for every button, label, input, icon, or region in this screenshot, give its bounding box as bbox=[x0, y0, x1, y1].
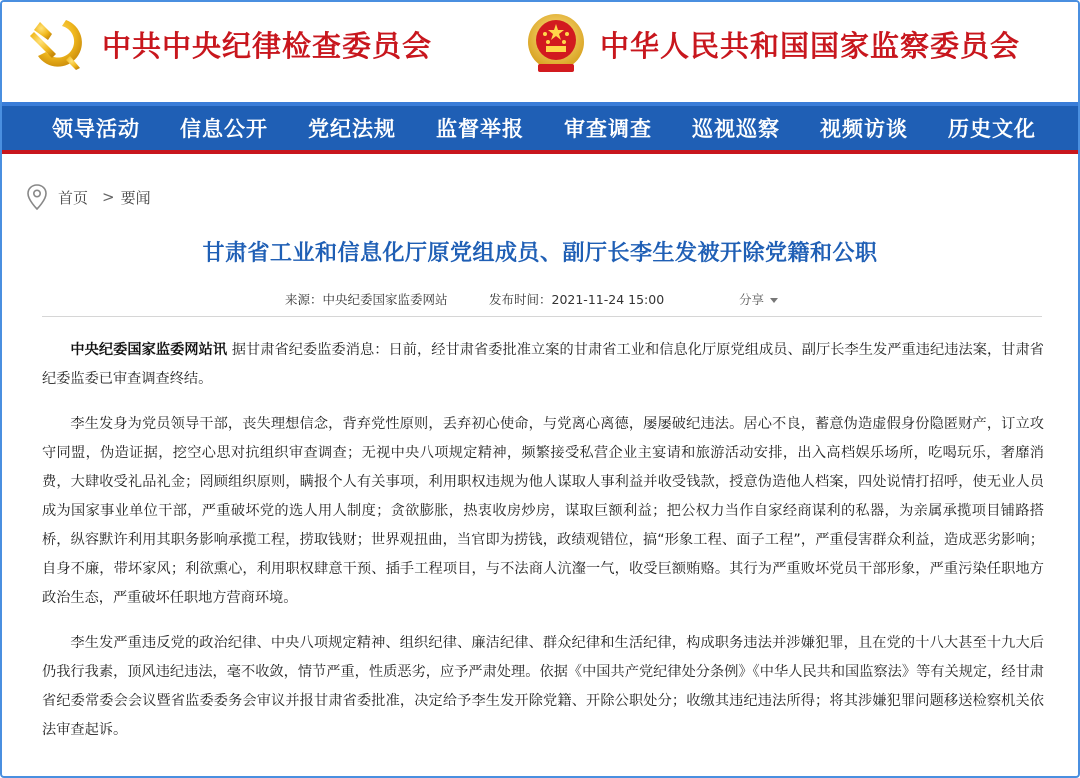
meta-divider bbox=[42, 316, 1042, 317]
breadcrumb-current[interactable]: 要闻 bbox=[120, 188, 151, 207]
article-lead: 中央纪委国家监委网站讯 bbox=[70, 342, 228, 358]
nav-item-inspection[interactable]: 巡视巡察 bbox=[692, 116, 780, 141]
share-label: 分享 bbox=[739, 292, 765, 307]
breadcrumb-separator: > bbox=[102, 188, 115, 206]
chevron-down-icon bbox=[770, 298, 778, 303]
article-title: 甘肃省工业和信息化厅原党组成员、副厅长李生发被开除党籍和公职 bbox=[202, 241, 878, 266]
party-emblem-icon bbox=[26, 12, 90, 76]
breadcrumb bbox=[26, 183, 151, 211]
nav-item-regulations[interactable]: 党纪法规 bbox=[308, 116, 396, 141]
nav-item-video[interactable]: 视频访谈 bbox=[820, 116, 908, 141]
main-nav bbox=[2, 102, 1078, 154]
nsc-brand[interactable] bbox=[524, 12, 1020, 76]
breadcrumb-home[interactable]: 首页 bbox=[58, 188, 89, 207]
article-publish-time: 发布时间：2021-11-24 15:00 bbox=[489, 292, 665, 307]
ccdi-title: 中共中央纪律检查委员会 bbox=[102, 28, 433, 63]
ccdi-brand[interactable] bbox=[26, 12, 432, 76]
article-paragraph: 李生发严重违反党的政治纪律、中央八项规定精神、组织纪律、廉洁纪律、群众纪律和生活纪律，构成职务违法并涉嫌犯罪，且在党的十八大甚至十九大后仍我行我素，顶风违纪违法，毫不收敛，情节严重，性质恶劣，应予严肃处理。依据《中国共产党纪律处分条例》《中华人民共和国监察法》等有关规定，经甘肃省纪委常委会会议暨省监委委务会审议并报甘肃省委批准，决定给予李生发开除党籍、开除公职处分；收缴其违纪违法所得；将其涉嫌犯罪问题移送检察机关依法审查起诉。 bbox=[42, 635, 1044, 738]
national-emblem-icon bbox=[524, 12, 588, 76]
article-paragraph bbox=[42, 336, 1044, 394]
nav-item-report[interactable]: 监督举报 bbox=[436, 116, 524, 141]
article-body bbox=[42, 336, 1044, 761]
nsc-title: 中华人民共和国国家监察委员会 bbox=[600, 28, 1021, 63]
nav-item-leadership[interactable]: 领导活动 bbox=[52, 116, 140, 141]
share-button[interactable] bbox=[739, 290, 778, 308]
article-paragraph: 李生发身为党员领导干部，丧失理想信念，背弃党性原则，丢弃初心使命，与党离心离德，屡屡破纪违法。居心不良，蓄意伪造虚假身份隐匿财产，订立攻守同盟，伪造证据，挖空心思对抗组织审查调查；无视中央八项规定精神，频繁接受私营企业主宴请和旅游活动安排，出入高档娱乐场所，吃喝玩乐，奢靡消费，大肆收受礼品礼金；罔顾组织原则，瞒报个人有关事项，利用职权违规为他人谋取人事利益并收受钱款，授意伪造他人档案，四处说情打招呼，使无业人员成为国家事业单位干部，严重破坏党的选人用人制度；贪欲膨胀，热衷收房炒房，谋取巨额利益；把公权力当作自家经商谋利的私器，为亲属承揽项目铺路搭桥，纵容默许利用其职务影响承揽工程，捞取钱财；世界观扭曲，当官即为捞钱，政绩观错位，搞“形象工程、面子工程”，严重侵害群众利益，造成恶劣影响；自身不廉，带坏家风；利欲熏心，利用职权肆意干预、插手工程项目，与不法商人沆瀣一气，收受巨额贿赂。其行为严重败坏党员干部形象，严重污染任职地方政治生态，严重破坏任职地方营商环境。 bbox=[42, 416, 1044, 606]
nav-item-information[interactable]: 信息公开 bbox=[180, 116, 268, 141]
site-header bbox=[2, 2, 1078, 102]
nav-item-history[interactable]: 历史文化 bbox=[948, 116, 1036, 141]
paragraph-text: 据甘肃省纪委监委消息：日前，经甘肃省委批准立案的甘肃省工业和信息化厅原党组成员、副厅长李生发严重违纪违法案，甘肃省纪委监委已审查调查终结。 bbox=[42, 342, 1044, 387]
article-source: 来源：中央纪委国家监委网站 bbox=[285, 292, 448, 307]
location-pin-icon bbox=[26, 183, 48, 211]
nav-item-investigation[interactable]: 审查调查 bbox=[564, 116, 652, 141]
